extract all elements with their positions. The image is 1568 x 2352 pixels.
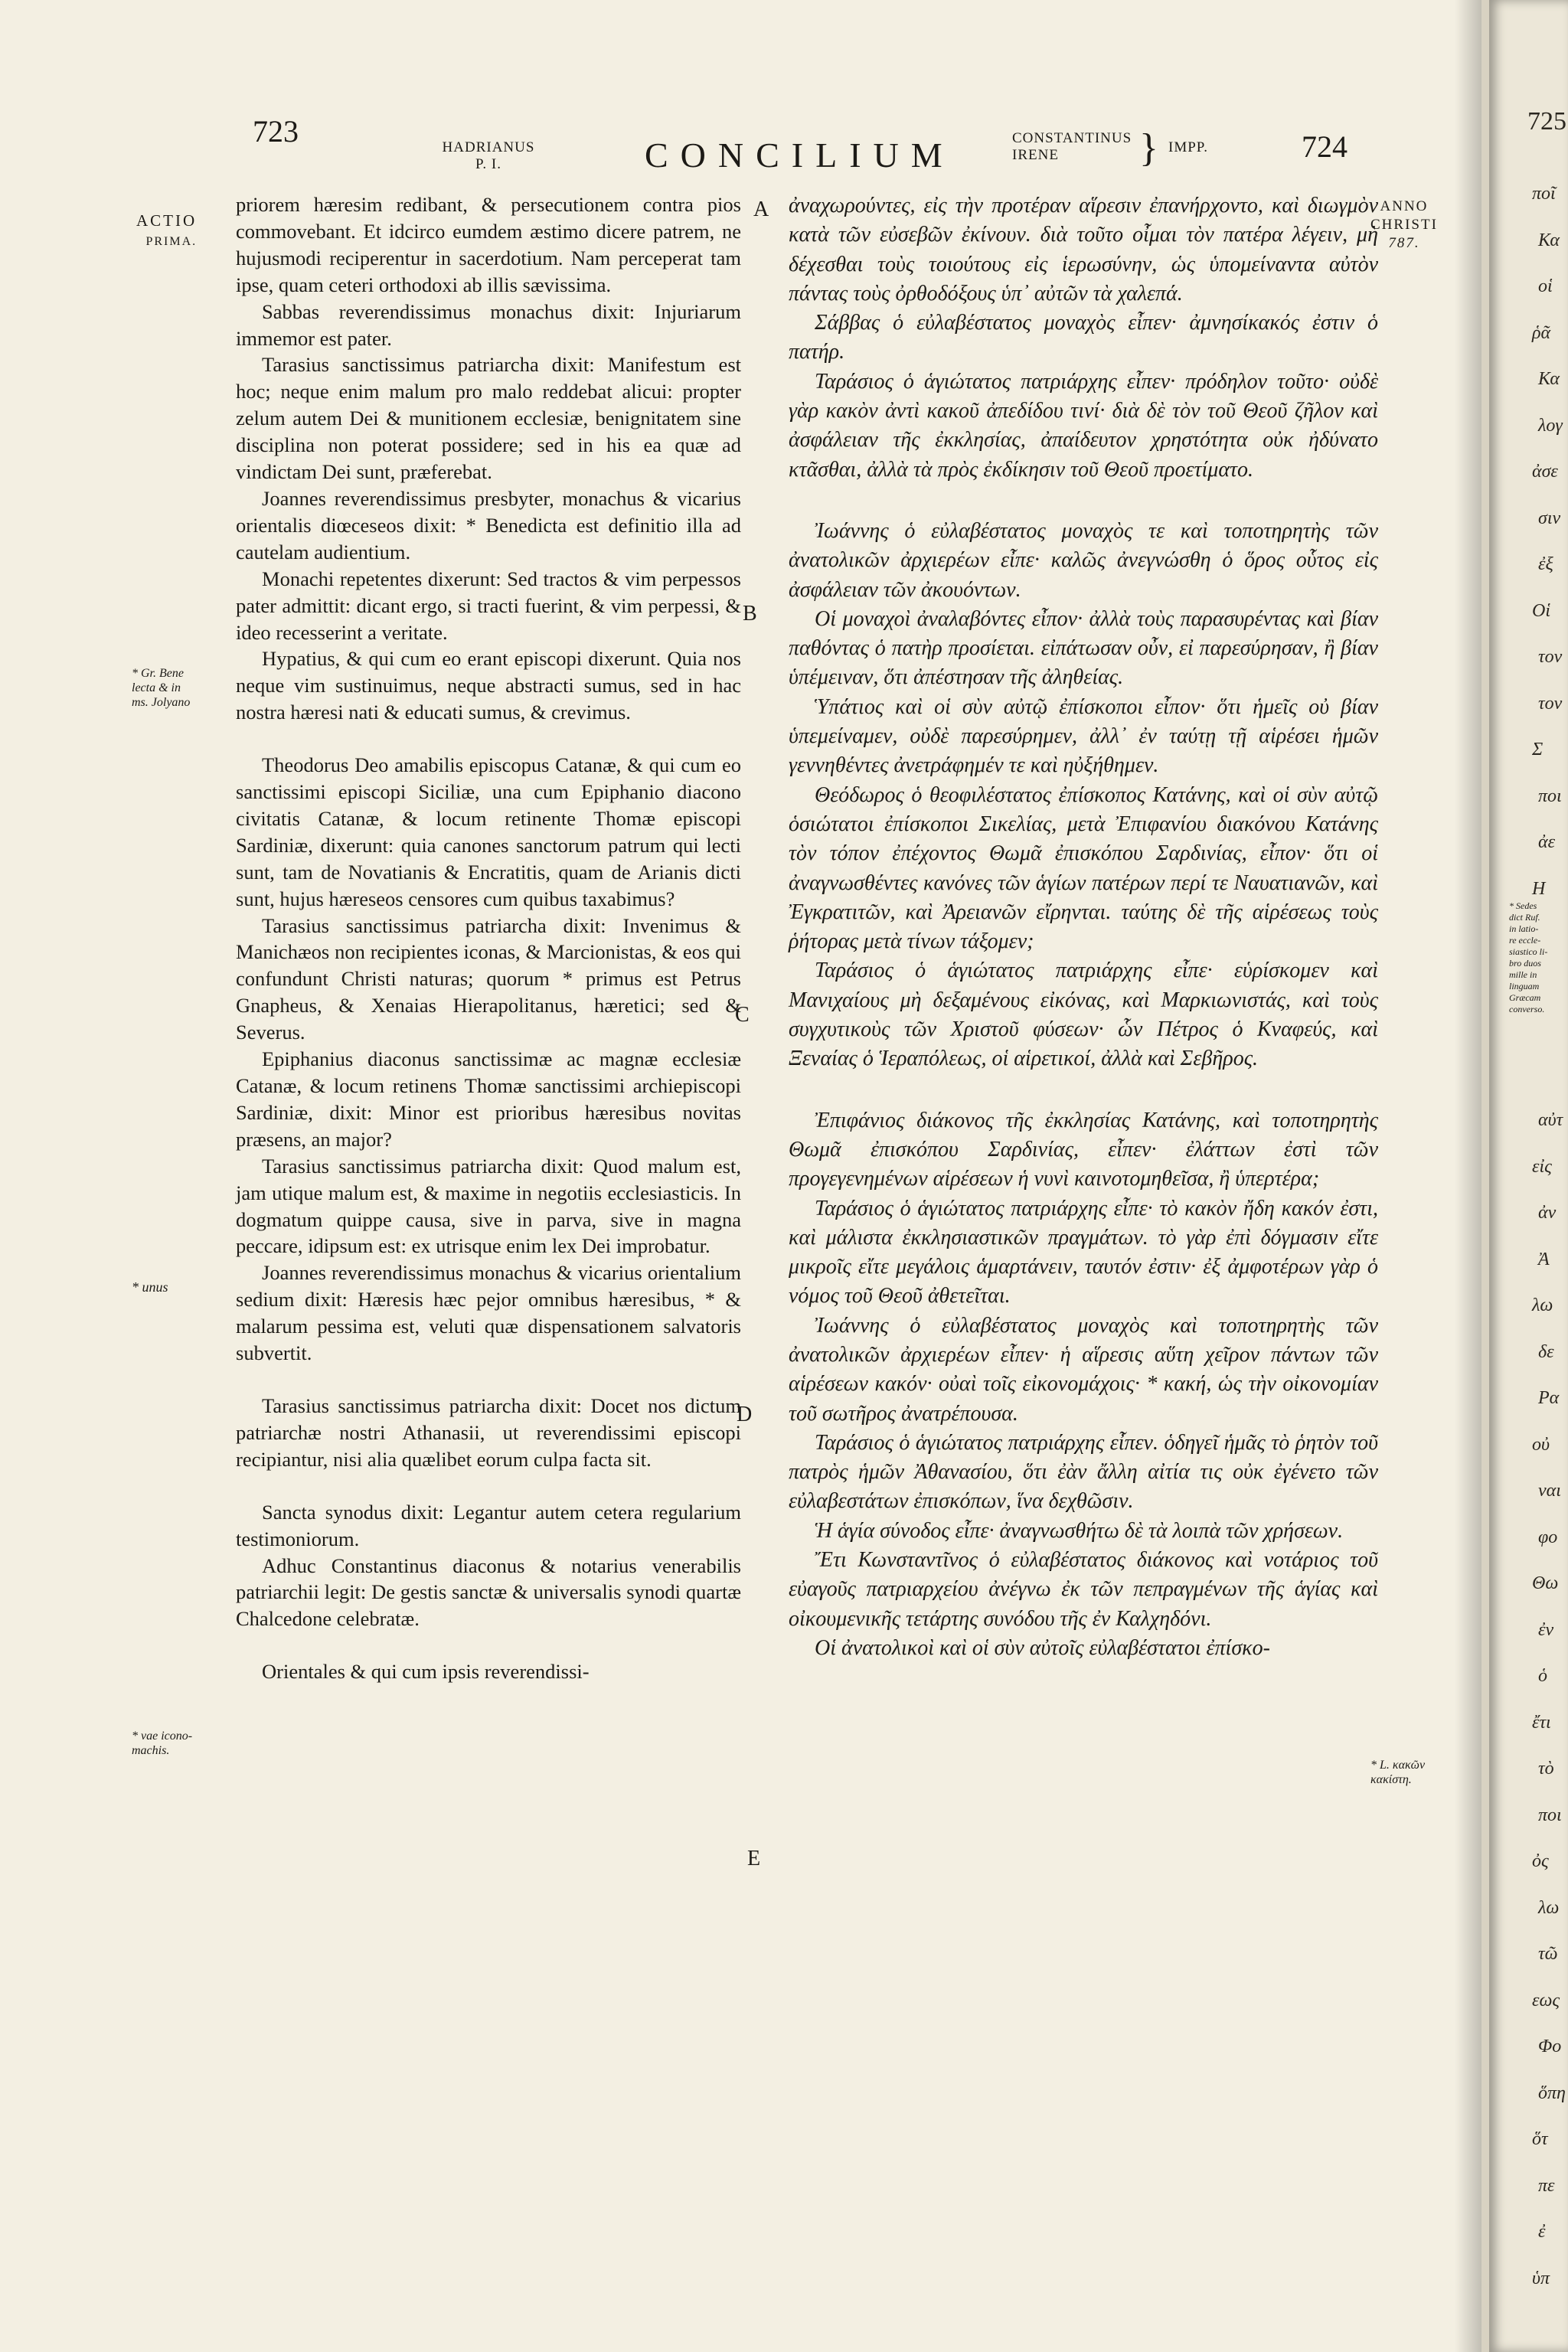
author-name: HADRIANUS [442, 139, 535, 155]
greek-paragraph: Ταράσιος ὁ ἁγιώτατος πατριάρχης εἶπε· εὑρίσκομεν καὶ Μανιχαίους μὴ δεξαμένους εἰκόνας, καὶ Μαρκιωνιστάς, καὶ τοὺς συγχυτικοὺς τῶν Χριστοῦ φύσεων· ὧν Πέτρος ὁ Κναφεύς, καὶ Ξεναίας ὁ Ἱεραπόλεως, οἱ αἱρετικοί, ἀλλὰ καὶ Σεβῆρος. [789, 959, 1378, 1071]
latin-paragraph: Monachi repetentes dixerunt: Sed tractos & vim perpessos pater admittit: dicant ergo, si tracti fuerint, & vim perpessi, & ideo recesserint a veritate. [236, 567, 741, 644]
next-page-fragment: εως [1532, 1990, 1560, 2011]
section-letter-e: E [747, 1847, 761, 1870]
note-unus: * unus [132, 1279, 168, 1295]
note-kakon [1370, 1758, 1425, 1787]
next-page-fragment: Κα [1538, 230, 1560, 250]
imperator-label: IMPP. [1168, 139, 1208, 155]
next-page-fragment: Φο [1538, 2037, 1562, 2056]
anno-christi-marginal [1370, 198, 1438, 253]
paragraph-gap [236, 726, 741, 752]
note-line: lecta & in [132, 681, 181, 694]
greek-paragraph: Οἱ ἀνατολικοὶ καὶ οἱ σὺν αὐτοῖς εὐλαβέστατοι ἐπίσκο- [815, 1635, 1270, 1660]
paragraph-gap [236, 1473, 741, 1499]
greek-paragraph: Οἱ μοναχοὶ ἀναλαβόντες εἶπον· ἀλλὰ τοὺς παρασυρέντας καὶ βίαν παθόντας ὁ πατὴρ προσίεται. εἰπάτωσαν οὖν, εἰ παρεσύρησαν, ἢ βίαν ὑπέμειναν, ὅτι ἀπέστησαν τῆς ἀληθείας. [789, 606, 1378, 690]
paragraph-gap [789, 485, 1378, 517]
latin-paragraph: Adhuc Constantinus diaconus & notarius venerabilis patriarchii legit: De gestis sanctæ & universalis synodi quartæ Chalcedone celebratæ. [236, 1553, 741, 1631]
next-page-fragment: Οἱ [1532, 600, 1550, 621]
actio-marginal [136, 211, 197, 251]
next-page-fragment: ἐν [1538, 1619, 1554, 1640]
latin-paragraph: Sabbas reverendissimus monachus dixit: Injuriarum immemor est pater. [236, 299, 741, 350]
paragraph-gap [236, 1367, 741, 1393]
next-page-fragment: ἐξ [1538, 554, 1553, 574]
latin-paragraph: Epiphanius diaconus sanctissimæ ac magnæ ecclesiæ Catanæ, & locum retinens Thomæ sanctissimi archiepiscopi Sardiniæ, dixit: Minor est prioribus hæresibus novitas præsens, an major? [236, 1047, 741, 1151]
next-page-fragment: σιν [1538, 508, 1561, 528]
greek-paragraph: Ἰωάννης ὁ εὐλαβέστατος μοναχὸς τε καὶ τοποτηρητὴς τῶν ἀνατολικῶν ἀρχιερέων εἶπε· καλῶς ἀνεγνώσθη ὁ ὅρος οὗτος εἰς ἀσφάλειαν τῶν ἀκουόντων. [789, 518, 1378, 602]
latin-column [236, 191, 741, 1685]
next-page-fragment: ποῖ [1532, 184, 1556, 204]
gutter-shadow [1455, 0, 1481, 2352]
note-line: * Sedes [1509, 900, 1537, 911]
latin-paragraph: Joannes reverendissimus presbyter, monachus & vicarius orientalis diœceseos dixit: * Benedicta est definitio illa ad cautelam audientium. [236, 486, 741, 564]
next-page-fragment: τῶ [1538, 1944, 1558, 1964]
next-page-fragment: λω [1532, 1295, 1553, 1315]
next-page-fragment: Θω [1532, 1573, 1559, 1593]
next-page-fragment: ὅπη [1538, 2082, 1566, 2103]
paragraph-gap [789, 1074, 1378, 1106]
running-header [0, 0, 1481, 184]
next-page-fragment: δε [1538, 1341, 1554, 1362]
next-page-fragment: ὁ [1538, 1666, 1547, 1686]
next-page-fragment: Η [1532, 878, 1546, 899]
actio-label: ACTIO [136, 211, 198, 230]
latin-paragraph: Tarasius sanctissimus patriarcha dixit: Quod malum est, jam utique malum est, & maxime in negotiis ecclesiasticis. In dogmatum quippe causa, sive in parva, sive in magna peccare, idipsum est: ex utrisque enim lex Dei improbatur. [236, 1154, 741, 1258]
next-page-number: 725 [1527, 107, 1566, 136]
next-page-fragment: τον [1538, 693, 1563, 714]
next-page-fragment: ἐ [1538, 2222, 1546, 2242]
prima-label: PRIMA. [145, 235, 198, 248]
next-page-fragment: Κα [1538, 369, 1560, 389]
note-line: * L. κακῶν [1370, 1759, 1426, 1772]
greek-paragraph: ἀναχωρούντες, εἰς τὴν προτέραν αἵρεσιν ἐπανήρχοντο, καὶ διωγμὸν κατὰ τῶν εὐσεβῶν ἐκίνουν. διὰ τοῦτο οἶμαι τὸν πατέρα λέγειν, μὴ δέχεσθαι τοὺς τοιούτους εἰς ἱερωσύνην, ὡς ὑπομείναντα αὐτὸν πάντας τοὺς ὀρθοδόξους ὑπ᾽ αὐτῶν τὰ χαλεπά. [789, 194, 1378, 305]
empress-irene: IRENE [1012, 147, 1059, 163]
author-heading [435, 139, 542, 173]
christi-label: CHRISTI [1370, 217, 1438, 233]
next-page-fragment: ὅτ [1532, 2129, 1548, 2149]
note-line: dict Ruf. [1509, 912, 1540, 923]
paragraph-gap [236, 1632, 741, 1658]
next-page-fragment: ναι [1538, 1481, 1561, 1501]
adjacent-page-edge [1489, 0, 1568, 2352]
greek-paragraph: Ἐπιφάνιος διάκονος τῆς ἐκκλησίας Κατάνης, καὶ τοποτηρητὴς Θωμᾶ ἐπισκόπου Σαρδινίας, εἶπεν· ἐλάττων ἐστὶ τῶν προγεγενημένων αἱρέσεων ἡ νυνὶ καινοτομηθεῖσα, ἢ ὑπερτέρα; [789, 1108, 1378, 1191]
next-page-fragment: ἔτι [1532, 1712, 1551, 1733]
note-line: mille in [1509, 969, 1537, 980]
left-page-number: 723 [253, 114, 299, 149]
note-line: linguam [1509, 981, 1540, 991]
next-page-fragment: ἀε [1538, 832, 1556, 852]
next-page-fragment: ὀς [1532, 1851, 1549, 1871]
note-line: in latio- [1509, 923, 1539, 934]
latin-paragraph: Sancta synodus dixit: Legantur autem cetera regularium testimoniorum. [236, 1500, 741, 1550]
next-page-fragment: ποι [1538, 1805, 1562, 1825]
note-line: κακίστη. [1370, 1773, 1412, 1786]
latin-paragraph: priorem hæresim redibant, & persecutionem contra pios commovebant. Et idcirco eumdem æstimo dicere patrem, ne hujusmodi reciperentur in sacerdotium. Nam perceperat tam ipse, quam ceteri orthodoxi ab illis sævissima. [236, 193, 741, 296]
latin-paragraph: Tarasius sanctissimus patriarcha dixit: Docet nos dictum patriarchæ nostri Athanasii, ut reverendissimi episcopi recipiantur, nisi alia quælibet eorum culpa facta sit. [236, 1393, 741, 1471]
next-page-fragment: ἀν [1538, 1203, 1557, 1223]
section-letter-c: C [735, 1003, 750, 1027]
greek-paragraph: Ἔτι Κωνσταντῖνος ὁ εὐλαβέστατος διάκονος καὶ νοτάριος τοῦ εὐαγοῦς πατριαρχείου ἀνέγνω ἐκ τῶν πεπραγμένων τῆς ἁγίας καὶ οἰκουμενικῆς τετάρτης συνόδου τῆς ἐν Καλχηδόνι. [789, 1548, 1378, 1631]
next-page-fragment: πε [1538, 2175, 1555, 2196]
next-page-fragment: Ρα [1538, 1388, 1560, 1408]
latin-paragraph: Orientales & qui cum ipsis reverendissi- [262, 1660, 590, 1684]
note-line: * vae icono- [132, 1730, 193, 1743]
emperors-heading [1012, 130, 1132, 164]
next-page-fragment: λογ [1538, 415, 1563, 436]
next-page-fragment: αὐτ [1538, 1110, 1563, 1130]
note-line: siastico li- [1509, 946, 1548, 957]
next-page-fragment: ἀσε [1532, 462, 1558, 482]
next-page-fragment: τὸ [1538, 1759, 1554, 1779]
next-page-note [1509, 900, 1547, 1015]
note-iconomachis [132, 1729, 192, 1758]
greek-paragraph: Σάββας ὁ εὐλαβέστατος μοναχὸς εἶπεν· ἀμνησίκακός ἐστιν ὁ πατήρ. [789, 311, 1378, 364]
author-title: P. I. [475, 156, 502, 172]
note-line: bro duos [1509, 958, 1541, 969]
emperor-constantinus: CONSTANTINUS [1012, 130, 1132, 146]
next-page-fragment: τον [1538, 647, 1563, 667]
anno-label: ANNO [1380, 198, 1429, 214]
note-line: * Gr. Bene [132, 667, 184, 680]
note-benedicta [132, 666, 190, 710]
greek-paragraph: Ἡ ἁγία σύνοδος εἶπε· ἀναγνωσθήτω δὲ τὰ λοιπὰ τῶν χρήσεων. [815, 1518, 1344, 1543]
right-page-number: 724 [1302, 129, 1348, 164]
note-line: ms. Jolyano [132, 696, 191, 709]
note-line: re eccle- [1509, 935, 1541, 946]
greek-column [789, 191, 1378, 1663]
latin-paragraph: Tarasius sanctissimus patriarcha dixit: Manifestum est hoc; neque enim malum pro malo reddebat alicui: propter zelum autem Dei & munitionem ecclesiæ, benignitatem sine disciplina non poterat possidere; sed in his ea quæ ad vindictam Dei sunt, præferebat. [236, 353, 741, 484]
greek-paragraph: Ταράσιος ὁ ἁγιώτατος πατριάρχης εἶπεν· πρόδηλον τοῦτο· οὐδὲ γὰρ κακὸν ἀντὶ κακοῦ ἀπεδίδου τινί· διὰ δὲ τὸν τοῦ Θεοῦ ζῆλον καὶ ἀσφάλειαν τῆς ἐκκλησίας, ἀπαίδευτον χρηστότητα οὐκ ἠδύνατο κτᾶσθαι, ἀλλὰ τὰ πρὸς ἐκδίκησιν τοῦ Θεοῦ προετίματο. [789, 369, 1378, 482]
next-page-fragment: ῥᾶ [1532, 322, 1551, 343]
next-page-fragment: Σ [1532, 740, 1544, 760]
latin-paragraph: Tarasius sanctissimus patriarcha dixit: Invenimus & Manichæos non recipientes iconas, & Marcionistas, & eos qui confundunt Christi naturas; quorum * primus est Petrus Gnapheus, & Xenaias Hierapolitanus, hæretici; sed & Severus. [236, 913, 741, 1044]
latin-paragraph: Joannes reverendissimus monachus & vicarius orientalium sedium dixit: Hæresis hæc pejor omnibus hæresibus, * & malarum pessima est, veluti quæ dispensationem salvatoris subvertit. [236, 1261, 741, 1365]
section-letter-d: D [737, 1403, 753, 1426]
next-page-fragment: εἰς [1532, 1156, 1552, 1177]
section-letter-a: A [753, 198, 769, 221]
section-letter-b: B [743, 602, 757, 626]
next-page-fragment: οὐ [1532, 1434, 1550, 1455]
running-title: CONCILIUM [645, 136, 955, 175]
next-page-fragment: λω [1538, 1897, 1560, 1918]
greek-paragraph: Ταράσιος ὁ ἁγιώτατος πατριάρχης εἶπε· τὸ κακὸν ἤδη κακόν ἐστι, καὶ μάλιστα ἐκκλησιαστικῶν πραγμάτων. τὸ γὰρ ἐπὶ δόγμασιν εἴτε μικροῖς εἴτε μεγάλοις ἁμαρτάνειν, ταυτόν ἐστιν· ἐξ ἀμφοτέρων γὰρ ὁ νόμος τοῦ Θεοῦ ἀθετεῖται. [789, 1196, 1378, 1308]
note-line: machis. [132, 1744, 170, 1757]
next-page-fragment: Ἀ [1538, 1249, 1550, 1269]
note-line: converso. [1509, 1004, 1545, 1014]
header-brace: } [1139, 126, 1158, 170]
next-page-fragment: οἱ [1538, 276, 1553, 296]
next-page-fragment: φο [1538, 1527, 1558, 1547]
latin-paragraph: Theodorus Deo amabilis episcopus Catanæ, & qui cum eo sanctissimi episcopi Siciliæ, una cum Epiphanio diacono civitatis Catanæ, & locum retinente Thomæ episcopi Sardiniæ, dixerunt: quia canones sanctorum patrum qui lecti sunt, tam de Novatianis & Encratitis, quam de Arianis dicti sunt, hujus hæreseos censores cum quibus taxabimus? [236, 753, 741, 910]
next-page-fragment: ποι [1538, 786, 1562, 806]
greek-paragraph: Ταράσιος ὁ ἁγιώτατος πατριάρχης εἶπεν. ὁδηγεῖ ἡμᾶς τὸ ῥητὸν τοῦ πατρὸς ἡμῶν Ἀθανασίου, ὅτι ἐὰν ἄλλη αἰτία τις οὐκ ἐγένετο τῶν εὐλαβεστάτων ἐπισκόπων, ἵνα δεχθῶσιν. [789, 1430, 1378, 1514]
note-line: Græcam [1509, 992, 1541, 1003]
year-label: 787. [1388, 235, 1420, 251]
greek-paragraph: Ὑπάτιος καὶ οἱ σὺν αὐτῷ ἐπίσκοποι εἶπον· ὅτι ἡμεῖς οὐ βίαν ὑπεμείναμεν, οὐδὲ παρεσύρημεν, ἀλλ᾽ ἐν ταύτῃ τῇ αἱρέσει ἡμῶν γεννηθέντες ἀνετράφημέν τε καὶ ηὐξήθημεν. [789, 694, 1378, 778]
next-page-fragment: ὑπ [1532, 2268, 1550, 2288]
greek-paragraph: Θεόδωρος ὁ θεοφιλέστατος ἐπίσκοπος Κατάνης, καὶ οἱ σὺν αὐτῷ ὁσιώτατοι ἐπίσκοποι Σικελίας, μετὰ Ἐπιφανίου διακόνου Κατάνης τὸν τόπον ἐπέχοντος Θωμᾶ ἐπισκόπου Σαρδινίας, εἶπον· ὅτι οἱ ἀναγνωσθέντες κανόνες τῶν ἁγίων πατέρων περί τε Ναυατιανῶν, καὶ Ἐγκρατιτῶν, καὶ Ἀρειανῶν εἴρηνται. ταύτης δὲ τῆς αἱρέσεως τοὺς ῥήτορας μετὰ τίνων τάξομεν; [789, 782, 1378, 954]
latin-paragraph: Hypatius, & qui cum eo erant episcopi dixerunt. Quia nos neque vim sustinuimus, neque abstracti sumus, sed in hac nostra hæresi nati & educati sumus, & crevimus. [236, 647, 741, 724]
greek-paragraph: Ἰωάννης ὁ εὐλαβέστατος μοναχὸς καὶ τοποτηρητὴς τῶν ἀνατολικῶν ἀρχιερέων εἶπεν· ἡ αἵρεσις αὕτη χεῖρον πάντων τῶν αἱρέσεων κακόν· οὐαὶ τοῖς εἰκονομάχοις· * κακή, ὡς τὴν οἰκονομίαν τοῦ σωτῆρος ἀνατρέπουσα. [789, 1313, 1378, 1426]
